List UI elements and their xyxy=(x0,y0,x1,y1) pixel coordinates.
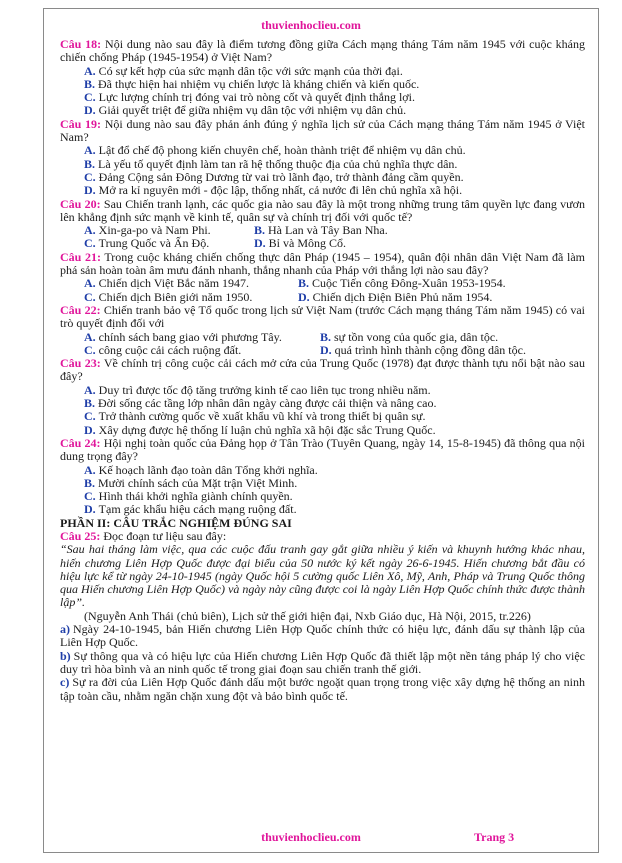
options-row xyxy=(84,344,585,357)
option-b xyxy=(84,78,585,91)
option-text: Trung Quốc và Ấn Độ. xyxy=(98,236,210,251)
option-text: Lật đổ chế độ phong kiến chuyên chế, hoàn thành triệt để nhiệm vụ dân chủ. xyxy=(98,143,466,158)
option-a xyxy=(84,65,585,78)
section-title: PHẦN II: CÂU TRẮC NGHIỆM ĐÚNG SAI xyxy=(60,515,292,530)
option-c xyxy=(84,237,254,250)
option-b xyxy=(254,224,388,237)
option-text: Xin-ga-po và Nam Phi. xyxy=(98,223,211,238)
option-d xyxy=(84,424,585,437)
option-letter: B. xyxy=(254,223,266,238)
option-letter: B. xyxy=(298,276,310,291)
option-c xyxy=(84,291,298,304)
option-text: Là yếu tố quyết định làm tan rã hệ thống thuộc địa của chủ nghĩa thực dân. xyxy=(98,156,458,171)
question-intro: Đọc đoạn tư liệu sau đây: xyxy=(103,528,227,543)
option-text: Duy trì được tốc độ tăng trưởng kinh tế cao liên tục trong nhiều năm. xyxy=(98,382,431,397)
question-number: Câu 22: xyxy=(60,302,101,317)
option-c xyxy=(84,410,585,423)
option-letter: D. xyxy=(254,236,266,251)
page-number: Trang 3 xyxy=(474,830,515,844)
question-number: Câu 23: xyxy=(60,356,101,371)
option-letter: B. xyxy=(84,475,96,490)
option-text: Hình thái khởi nghĩa giành chính quyền. xyxy=(98,489,293,504)
question-number: Câu 21: xyxy=(60,249,101,264)
option-text: Giải quyết triệt để giữa nhiệm vụ dân tộc với nhiệm vụ dân chủ. xyxy=(98,103,407,118)
option-text: Kế hoạch lãnh đạo toàn dân Tổng khởi nghĩa. xyxy=(98,462,318,477)
option-text: Chiến dịch Việt Bắc năm 1947. xyxy=(98,276,250,291)
footer-site-name: thuvienhoclieu.com xyxy=(261,830,361,844)
option-letter: B. xyxy=(84,156,96,171)
option-letter: C. xyxy=(84,90,96,105)
option-letter: B. xyxy=(320,329,332,344)
question-23 xyxy=(60,357,585,384)
content-area xyxy=(60,38,585,703)
option-letter: D. xyxy=(84,502,96,517)
options-row xyxy=(84,331,585,344)
options-row xyxy=(84,291,585,304)
question-text: Về chính trị công cuộc cải cách mở cửa của Trung Quốc (1978) đạt được thành tựu nổi bật nào sau đây? xyxy=(60,356,585,384)
option-d xyxy=(84,184,585,197)
option-letter: C. xyxy=(84,342,96,357)
statement-text: Sự ra đời của Liên Hợp Quốc đánh dấu một bước ngoặt quan trọng trong việc xây dựng hệ thống an ninh tập toàn cầu, nhằm ngăn chặn xung đột và bảo bình quốc tế. xyxy=(60,675,585,703)
option-text: chính sách bang giao với phương Tây. xyxy=(98,329,282,344)
option-text: Đời sống các tầng lớp nhân dân ngày càng được cải thiện và nâng cao. xyxy=(98,396,437,411)
option-letter: B. xyxy=(84,396,96,411)
option-text: Hà Lan và Tây Ban Nha. xyxy=(268,223,388,238)
option-a xyxy=(84,144,585,157)
option-c xyxy=(84,490,585,503)
option-letter: C. xyxy=(84,409,96,424)
question-20 xyxy=(60,198,585,225)
option-letter: D. xyxy=(84,422,96,437)
option-letter: A. xyxy=(84,382,96,397)
option-a xyxy=(84,277,298,290)
option-letter: C. xyxy=(84,289,96,304)
option-text: Trở thành cường quốc về xuất khẩu vũ khí và trong thiết bị quân sự. xyxy=(98,409,426,424)
question-18 xyxy=(60,38,585,65)
option-letter: D. xyxy=(84,103,96,118)
question-22 xyxy=(60,304,585,331)
question-number: Câu 20: xyxy=(60,196,101,211)
option-b xyxy=(84,477,585,490)
options-row xyxy=(84,237,585,250)
option-b xyxy=(84,158,585,171)
header-site-name: thuvienhoclieu.com xyxy=(261,18,361,32)
option-text: Chiến dịch Điện Biên Phủ năm 1954. xyxy=(312,289,493,304)
option-d xyxy=(84,104,585,117)
option-a xyxy=(84,384,585,397)
question-number: Câu 18: xyxy=(60,37,102,51)
option-d xyxy=(320,344,526,357)
option-letter: D. xyxy=(84,183,96,198)
question-19 xyxy=(60,118,585,145)
question-text: Chiến tranh bảo vệ Tổ quốc trong lịch sử Việt Nam (trước Cách mạng tháng Tám năm 1945) có vai trò quyết định đối với xyxy=(60,302,586,331)
question-number: Câu 24: xyxy=(60,435,101,450)
option-letter: A. xyxy=(84,63,96,78)
option-text: Đã thực hiện hai nhiệm vụ chiến lược là kháng chiến và kiến quốc. xyxy=(98,76,420,91)
option-letter: A. xyxy=(84,276,96,291)
option-letter: D. xyxy=(320,342,332,357)
option-letter: D. xyxy=(298,289,310,304)
option-b xyxy=(84,397,585,410)
option-text: quá trình hình thành cộng đồng dân tộc. xyxy=(334,342,526,357)
option-letter: C. xyxy=(84,489,96,504)
option-letter: A. xyxy=(84,462,96,477)
option-letter: C. xyxy=(84,169,96,184)
option-a xyxy=(84,331,320,344)
option-d xyxy=(254,237,346,250)
option-b xyxy=(320,331,498,344)
option-c xyxy=(84,91,585,104)
question-text: Hội nghị toàn quốc của Đảng họp ở Tân Trào (Tuyên Quang, ngày 14, 15-8-1945) đã thông qua nội dung trọng đây? xyxy=(60,435,585,464)
statement-text: Ngày 24-10-1945, bản Hiến chương Liên Hợp Quốc chính thức có hiệu lực, đánh dấu sự thành lập của Liên Hợp Quốc. xyxy=(60,622,585,650)
statement-letter: b) xyxy=(60,648,71,663)
question-text: Nội dung nào sau đây phản ánh đúng ý nghĩa lịch sử của Cách mạng tháng Tám năm 1945 ở Việt Nam? xyxy=(60,116,586,145)
source-passage: “Sau hai tháng làm việc, qua các cuộc đấu tranh gay gắt giữa nhiều ý kiến và khuynh hướng khác nhau, hiến chương Liên Hợp Quốc được đại biểu của 50 nước ký kết ngày 26-6-1945. Hiến chương bắt đầu có hiệu lực kể từ ngày 24-10-1945 (ngày Quốc hội 5 cường quốc Liên Xô, Mỹ, Anh, Pháp và Trung Quốc thông qua Hiến chương Liên Hợp Quốc) và ngày này cũng được coi là ngày Liên Hợp Quốc chính thức được thành lập”. xyxy=(60,542,585,610)
option-text: sự tồn vong của quốc gia, dân tộc. xyxy=(334,329,499,344)
option-text: Lực lượng chính trị đóng vai trò nòng cốt và quyết định thắng lợi. xyxy=(98,90,415,105)
option-a xyxy=(84,464,585,477)
option-text: Bỉ và Mông Cổ. xyxy=(268,236,347,251)
question-text: Nội dung nào sau đây là điểm tương đồng giữa Cách mạng tháng Tám năm 1945 với cuộc kháng chiến chống Pháp (1945-1954) ở Việt Nam? xyxy=(60,37,586,65)
source-citation: (Nguyễn Anh Thái (chủ biên), Lịch sử thế giới hiện đại, Nxb Giáo dục, Hà Nội, 2015, tr.226) xyxy=(84,608,531,623)
question-21 xyxy=(60,251,585,278)
option-text: Tạm gác khẩu hiệu cách mạng ruộng đất. xyxy=(98,502,297,517)
option-d xyxy=(84,503,585,516)
option-text: Mở ra kỉ nguyên mới - độc lập, thống nhất, cả nước đi lên chủ nghĩa xã hội. xyxy=(98,183,463,198)
question-text: Trong cuộc kháng chiến chống thực dân Pháp (1945 – 1954), quân đội nhân dân Việt Nam đã làm phá sản hoàn toàn âm mưu đánh nhanh, thắng nhanh của Pháp với thắng lợi nào sau đây? xyxy=(60,249,585,278)
option-text: Chiến dịch Biên giới năm 1950. xyxy=(98,289,253,304)
options-row xyxy=(84,277,585,290)
option-letter: A. xyxy=(84,143,96,158)
option-d xyxy=(298,291,492,304)
option-c xyxy=(84,344,320,357)
option-letter: C. xyxy=(84,236,96,251)
statement-b xyxy=(60,650,585,677)
option-text: Đảng Cộng sản Đông Dương từ vai trò lãnh đạo, trở thành đảng cầm quyền. xyxy=(98,169,464,184)
question-number: Câu 25: xyxy=(60,528,101,543)
question-24 xyxy=(60,437,585,464)
statement-a xyxy=(60,623,585,650)
option-text: Có sự kết hợp của sức mạnh dân tộc với sức mạnh của thời đại. xyxy=(98,63,403,78)
statement-text: Sự thông qua và có hiệu lực của Hiến chương Liên Hợp Quốc đã thiết lập một nền tảng pháp lý cho việc duy trì hòa bình và an ninh quốc tế trong giai đoạn sau chiến tranh thế giới. xyxy=(60,648,585,676)
option-text: Xây dựng được hệ thống lí luận chủ nghĩa xã hội đặc sắc Trung Quốc. xyxy=(98,422,436,437)
statement-letter: a) xyxy=(60,622,70,637)
question-text: Sau Chiến tranh lạnh, các quốc gia nào sau đây là một trong những trung tâm quyền lực đang vươn lên khẳng định sức mạnh về kinh tế, quân sự và chính trị đối với quốc tế? xyxy=(60,196,585,224)
option-letter: A. xyxy=(84,223,96,238)
question-25 xyxy=(60,530,585,543)
option-text: công cuộc cải cách ruộng đất. xyxy=(98,342,242,357)
option-b xyxy=(298,277,506,290)
statement-c xyxy=(60,676,585,703)
option-letter: A. xyxy=(84,329,96,344)
option-text: Mười chính sách của Mặt trận Việt Minh. xyxy=(98,475,298,490)
statement-letter: c) xyxy=(60,675,70,690)
question-number: Câu 19: xyxy=(60,116,102,131)
option-text: Cuộc Tiến công Đông-Xuân 1953-1954. xyxy=(312,276,506,291)
option-c xyxy=(84,171,585,184)
option-letter: B. xyxy=(84,76,96,91)
